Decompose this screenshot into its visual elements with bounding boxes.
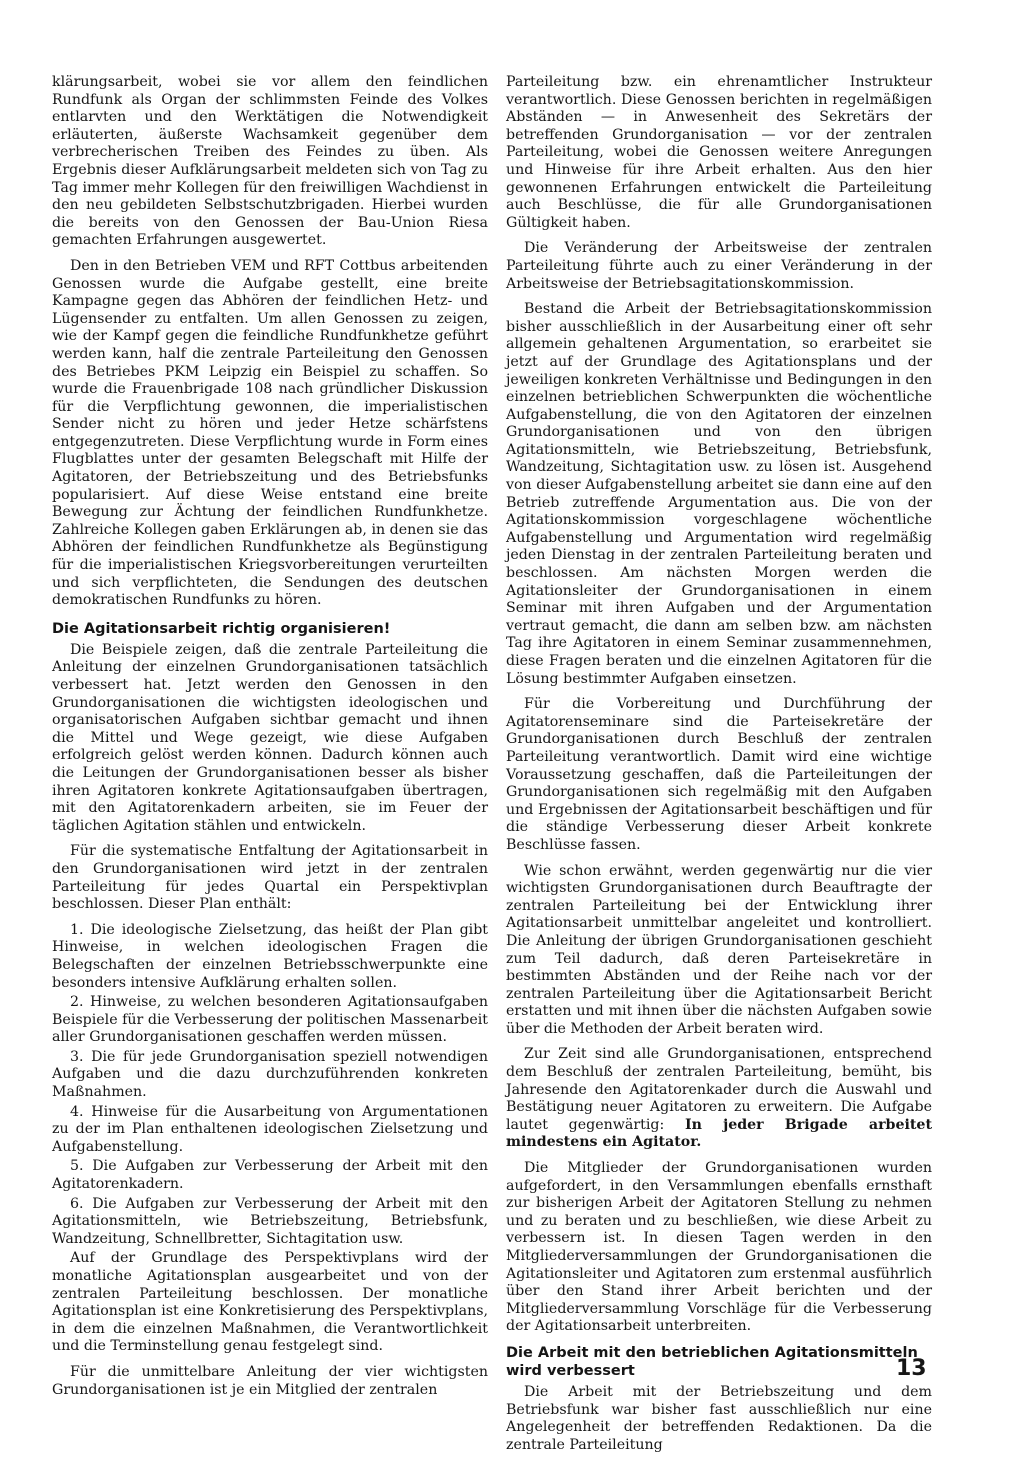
list-item: 2. Hinweise, zu welchen besonderen Agitationsaufgaben Beispiele für die Verbesserung der politischen Massenarbeit aller Grundorganisationen geschaffen werden müssen. xyxy=(52,994,488,1046)
emphasis-text: In jeder Brigade arbeitet mindestens ein Agitator. xyxy=(506,1116,933,1151)
list-item: 5. Die Aufgaben zur Verbesserung der Arbeit mit den Agitatorenkadern. xyxy=(52,1158,488,1193)
page-number: 13 xyxy=(896,1356,927,1381)
paragraph: Für die Vorbereitung und Durchführung der Agitatorenseminare sind die Parteisekretäre der Grundorganisationen durch Beschluß der zentralen Parteileitung verantwortlich. Damit wird eine wichtige Voraussetzung geschaffen, daß die Parteileitungen der Grundorganisationen sich regelmäßig mit den Aufgaben und Ergebnissen der Agitationsarbeit beschäftigen und für die ständige Verbesserung dieser Arbeit konkrete Beschlüsse fassen. xyxy=(506,696,932,853)
plan-list xyxy=(52,922,488,1249)
list-item: 3. Die für jede Grundorganisation speziell notwendigen Aufgaben und die dazu durchzuführenden konkreten Maßnahmen. xyxy=(52,1048,488,1101)
list-item: 4. Hinweise für die Ausarbeitung von Argumentationen zu der im Plan enthaltenen ideologischen Zielsetzung und Aufgabenstellung. xyxy=(52,1103,488,1155)
paragraph: Parteileitung bzw. ein ehrenamtlicher Instrukteur verantwortlich. Diese Genossen berichten in regelmäßigen Abständen — in Anwesenheit des Sekretärs der betreffenden Grundorganisation — vor der zentralen Parteileitung, wobei die Genossen weitere Anregungen und Hinweise für ihre Arbeit erhalten. Aus den hier gewonnenen Erfahrungen entwickelt die Parteileitung auch Beschlüsse, die für alle Grundorganisationen Gültigkeit haben. xyxy=(506,74,932,231)
paragraph: klärungsarbeit, wobei sie vor allem den feindlichen Rundfunk als Organ der schlimmsten Feinde des Volkes entlarvten und den Werktätigen die Notwendigkeit erläuterten, äußerste Wachsamkeit gegenüber dem verbrecherischen Treiben des Feindes zu üben. Als Ergebnis dieser Aufklärungsarbeit meldeten sich von Tag zu Tag immer mehr Kollegen für den freiwilligen Wachdienst in den neu gebildeten Selbstschutzbrigaden. Hierbei wurden die bereits von den Genossen der Bau-Union Riesa gemachten Erfahrungen ausgewertet. xyxy=(52,74,488,249)
section-heading: Die Arbeit mit den betrieblichen Agitationsmitteln wird verbessert xyxy=(506,1344,918,1379)
paragraph-text: Zur Zeit sind alle Grundorganisationen, entsprechend dem Beschluß der zentralen Parteileitung, bemüht, bis Jahresende den Agitatorenkader durch die Auswahl und Bestätigung neuer Agitatoren zu erweitern. Die Aufgabe lautet gegenwärtig: xyxy=(506,1046,932,1133)
paragraph: Für die systematische Entfaltung der Agitationsarbeit in den Grundorganisationen wird jetzt in der zentralen Parteileitung für jedes Quartal ein Perspektivplan beschlossen. Dieser Plan enthält: xyxy=(52,843,488,913)
list-item: 6. Die Aufgaben zur Verbesserung der Arbeit mit den Agitationsmitteln, wie Betriebszeitung, Betriebsfunk, Wandzeitung, Schnellbretter, Sichtagitation usw. xyxy=(52,1195,488,1247)
paragraph xyxy=(506,1046,932,1152)
list-item: 1. Die ideologische Zielsetzung, das heißt der Plan gibt Hinweise, in welchen ideologischen Fragen die Belegschaften der einzelnen Betriebsschwerpunkte eine besonders intensive Aufklärung erhalten sollen. xyxy=(52,921,488,991)
paragraph: Die Veränderung der Arbeitsweise der zentralen Parteileitung führte auch zu einer Veränderung in der Arbeitsweise der Betriebsagitationskommission. xyxy=(506,240,932,292)
paragraph: Die Beispiele zeigen, daß die zentrale Parteileitung die Anleitung der einzelnen Grundorganisationen tatsächlich verbessert hat. Jetzt werden den Genossen in den Grundorganisationen die wichtigsten ideologischen und organisatorischen Aufgaben sichtbar gemacht und ihnen die Mittel und Wege gezeigt, wie diese Aufgaben erfolgreich gelöst werden können. Dadurch können auch die Leitungen der Grundorganisationen besser als bisher ihren Agitatoren konkrete Agitationsaufgaben übertragen, mit den Agitatorenkadern arbeiten, sie im Feuer der täglichen Agitation stählen und entwickeln. xyxy=(52,641,488,834)
section-heading: Die Agitationsarbeit richtig organisieren! xyxy=(52,620,391,637)
paragraph: Bestand die Arbeit der Betriebsagitationskommission bisher ausschließlich in der Ausarbeitung einer oft sehr allgemein gehaltenen Argumentation, so erarbeitet sie jetzt auf der Grundlage des Agitationsplans und der jeweiligen konkreten Verhältnisse und Bedingungen in den einzelnen betrieblichen Schwerpunkten die wöchentliche Aufgabenstellung, die von den Agitatoren der einzelnen Grundorganisationen und von den übrigen Agitationsmitteln, wie Betriebszeitung, Betriebsfunk, Wandzeitung, Sichtagitation usw. zu lösen ist. Ausgehend von dieser Aufgabenstellung arbeitet sie dann eine auf den Betrieb zutreffende Argumentation aus. Die von der Agitationskommission vorgeschlagene wöchentliche Aufgabenstellung und Argumentation wird regelmäßig jeden Dienstag in der zentralen Parteileitung beraten und beschlossen. Am nächsten Morgen werden die Agitationsleiter der Grundorganisationen in einem Seminar mit ihren Aufgaben und der Argumentation vertraut gemacht, die dann am selben bzw. am nächsten Tag ihre Agitatoren in einem Seminar zusammennehmen, diese Fragen beraten und die einzelnen Agitatoren für die Lösung bestimmter Aufgaben einsetzen. xyxy=(506,301,932,687)
paragraph: Die Mitglieder der Grundorganisationen wurden aufgefordert, in den Versammlungen ebenfalls ernsthaft zur bisherigen Arbeit der Agitatoren Stellung zu nehmen und zu beraten und zu beschließen, wie diese Arbeit zu verbessern ist. In diesen Tagen werden in den Mitgliederversammlungen der Grundorganisationen die Agitationsleiter und Agitatoren zum erstenmal ausführlich über den Stand ihrer Arbeit berichten und der Mitgliederversammlung Vorschläge für die Verbesserung der Agitationsarbeit unterbreiten. xyxy=(506,1160,932,1335)
paragraph: Die Arbeit mit der Betriebszeitung und dem Betriebsfunk war bisher fast ausschließlich nur eine Angelegenheit der betreffenden Redaktionen. Da die zentrale Parteileitung xyxy=(506,1383,932,1453)
paragraph: Den in den Betrieben VEM und RFT Cottbus arbeitenden Genossen wurde die Aufgabe gestellt, eine breite Kampagne gegen das Abhören der feindlichen Hetz- und Lügensender zu entfalten. Um allen Genossen zu zeigen, wie der Kampf gegen die feindliche Rundfunkhetze geführt werden kann, half die zentrale Parteileitung den Genossen des Betriebes PKM Leipzig ein Beispiel zu schaffen. So wurde die Frauenbrigade 108 nach gründlicher Diskussion für die Verpflichtung gewonnen, die imperialistischen Sender nicht zu hören und jeder Hetze schärfstens entgegenzutreten. Diese Verpflichtung wurde in Form eines Flugblattes unter der gesamten Belegschaft mit Hilfe der Agitatoren, der Betriebszeitung und des Betriebsfunks popularisiert. Auf diese Weise entstand eine breite Bewegung zur Ächtung der feindlichen Rundfunkhetze. Zahlreiche Kollegen gaben Erklärungen ab, in denen sie das Abhören der feindlichen Rundfunkhetze als Begünstigung für die imperialistischen Kriegsvorbereitungen verurteilten und sich verpflichteten, die Sendungen des deutschen demokratischen Rundfunks zu hören. xyxy=(52,257,488,609)
paragraph: Wie schon erwähnt, werden gegenwärtig nur die vier wichtigsten Grundorganisationen durch Beauftragte der zentralen Parteileitung bei der Entwicklung ihrer Agitationsarbeit unmittelbar angeleitet und kontrolliert. Die Anleitung der übrigen Grundorganisationen geschieht zum Teil dadurch, daß deren Parteisekretäre in bestimmten Abständen und der Reihe nach vor der zentralen Parteileitung über die Agitationsarbeit Bericht erstatten und mit ihnen über die nächsten Aufgaben sowie über die Methoden der Arbeit beraten wird. xyxy=(506,862,932,1037)
paragraph: Auf der Grundlage des Perspektivplans wird der monatliche Agitationsplan ausgearbeitet und von der zentralen Parteileitung beschlossen. Der monatliche Agitationsplan ist eine Konkretisierung des Perspektivplans, in dem die einzelnen Maßnahmen, die Verantwortlichkeit und die Terminstellung genau festgelegt sind. xyxy=(52,1250,488,1355)
paragraph: Für die unmittelbare Anleitung der vier wichtigsten Grundorganisationen ist je ein Mitglied der zentralen xyxy=(52,1363,488,1398)
right-column xyxy=(506,74,932,1462)
left-column xyxy=(52,74,488,1407)
